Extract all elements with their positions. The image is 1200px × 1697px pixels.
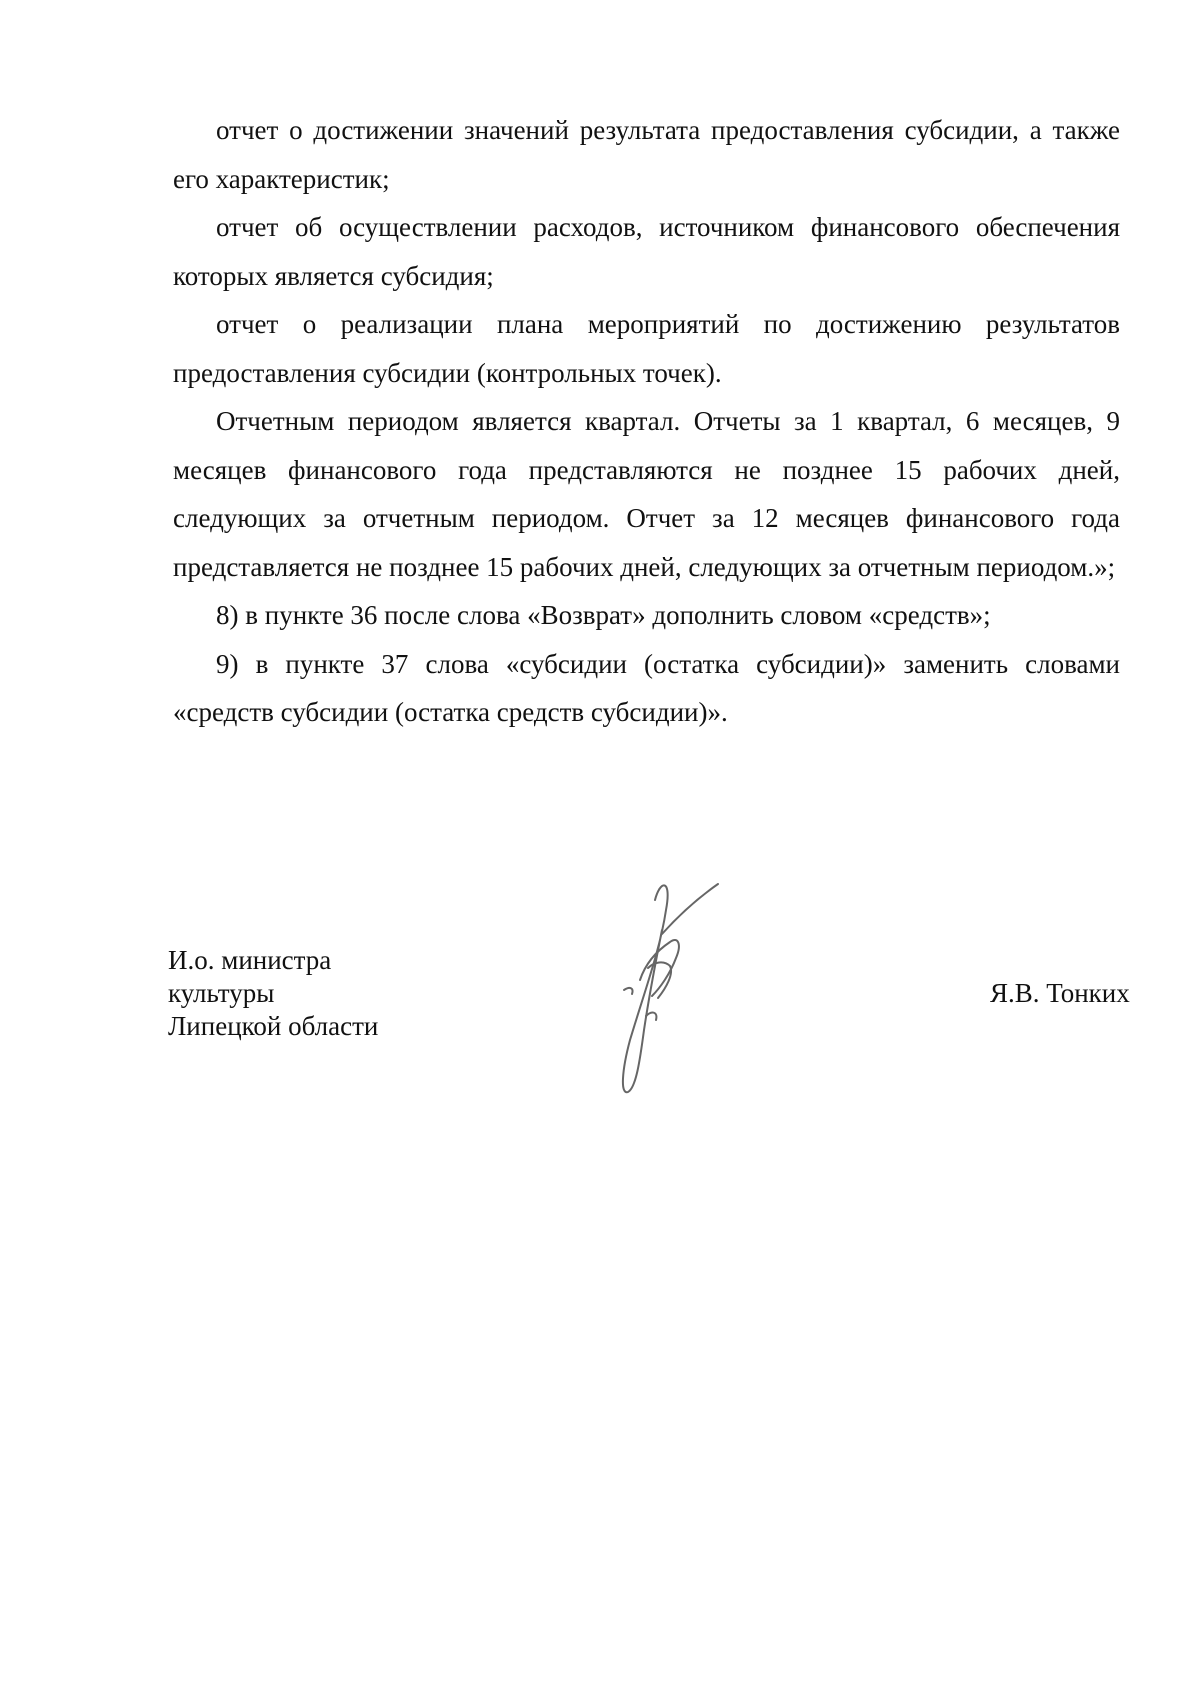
handwritten-signature bbox=[600, 870, 750, 1100]
signatory-name: Я.В. Тонких bbox=[990, 978, 1130, 1008]
paragraph: 8) в пункте 36 после слова «Возврат» дополнить словом «средств»; bbox=[216, 600, 991, 630]
paragraph: отчет о достижении значений результата предоставления субсидии, а также его характеристик; bbox=[173, 115, 1120, 194]
paragraph: Отчетным периодом является квартал. Отчеты за 1 квартал, 6 месяцев, 9 месяцев финансового года представляются не позднее 15 рабочих дней, следующих за отчетным периодом. Отчет за 12 месяцев финансового года представляется не позднее 15 рабочих дней, следующих за отчетным периодом.»; bbox=[173, 406, 1120, 582]
position-line: Липецкой области bbox=[168, 1011, 379, 1041]
document-body bbox=[173, 106, 1120, 737]
position-line: культуры bbox=[168, 978, 275, 1008]
paragraph: отчет о реализации плана мероприятий по достижению результатов предоставления субсидии (контрольных точек). bbox=[173, 309, 1120, 388]
paragraph: 9) в пункте 37 слова «субсидии (остатка субсидии)» заменить словами «средств субсидии (остатка средств субсидии)». bbox=[173, 648, 1120, 727]
signatory-position bbox=[168, 944, 378, 1043]
position-line: И.о. министра bbox=[168, 945, 332, 975]
paragraph: отчет об осуществлении расходов, источником финансового обеспечения которых является субсидия; bbox=[173, 212, 1120, 291]
